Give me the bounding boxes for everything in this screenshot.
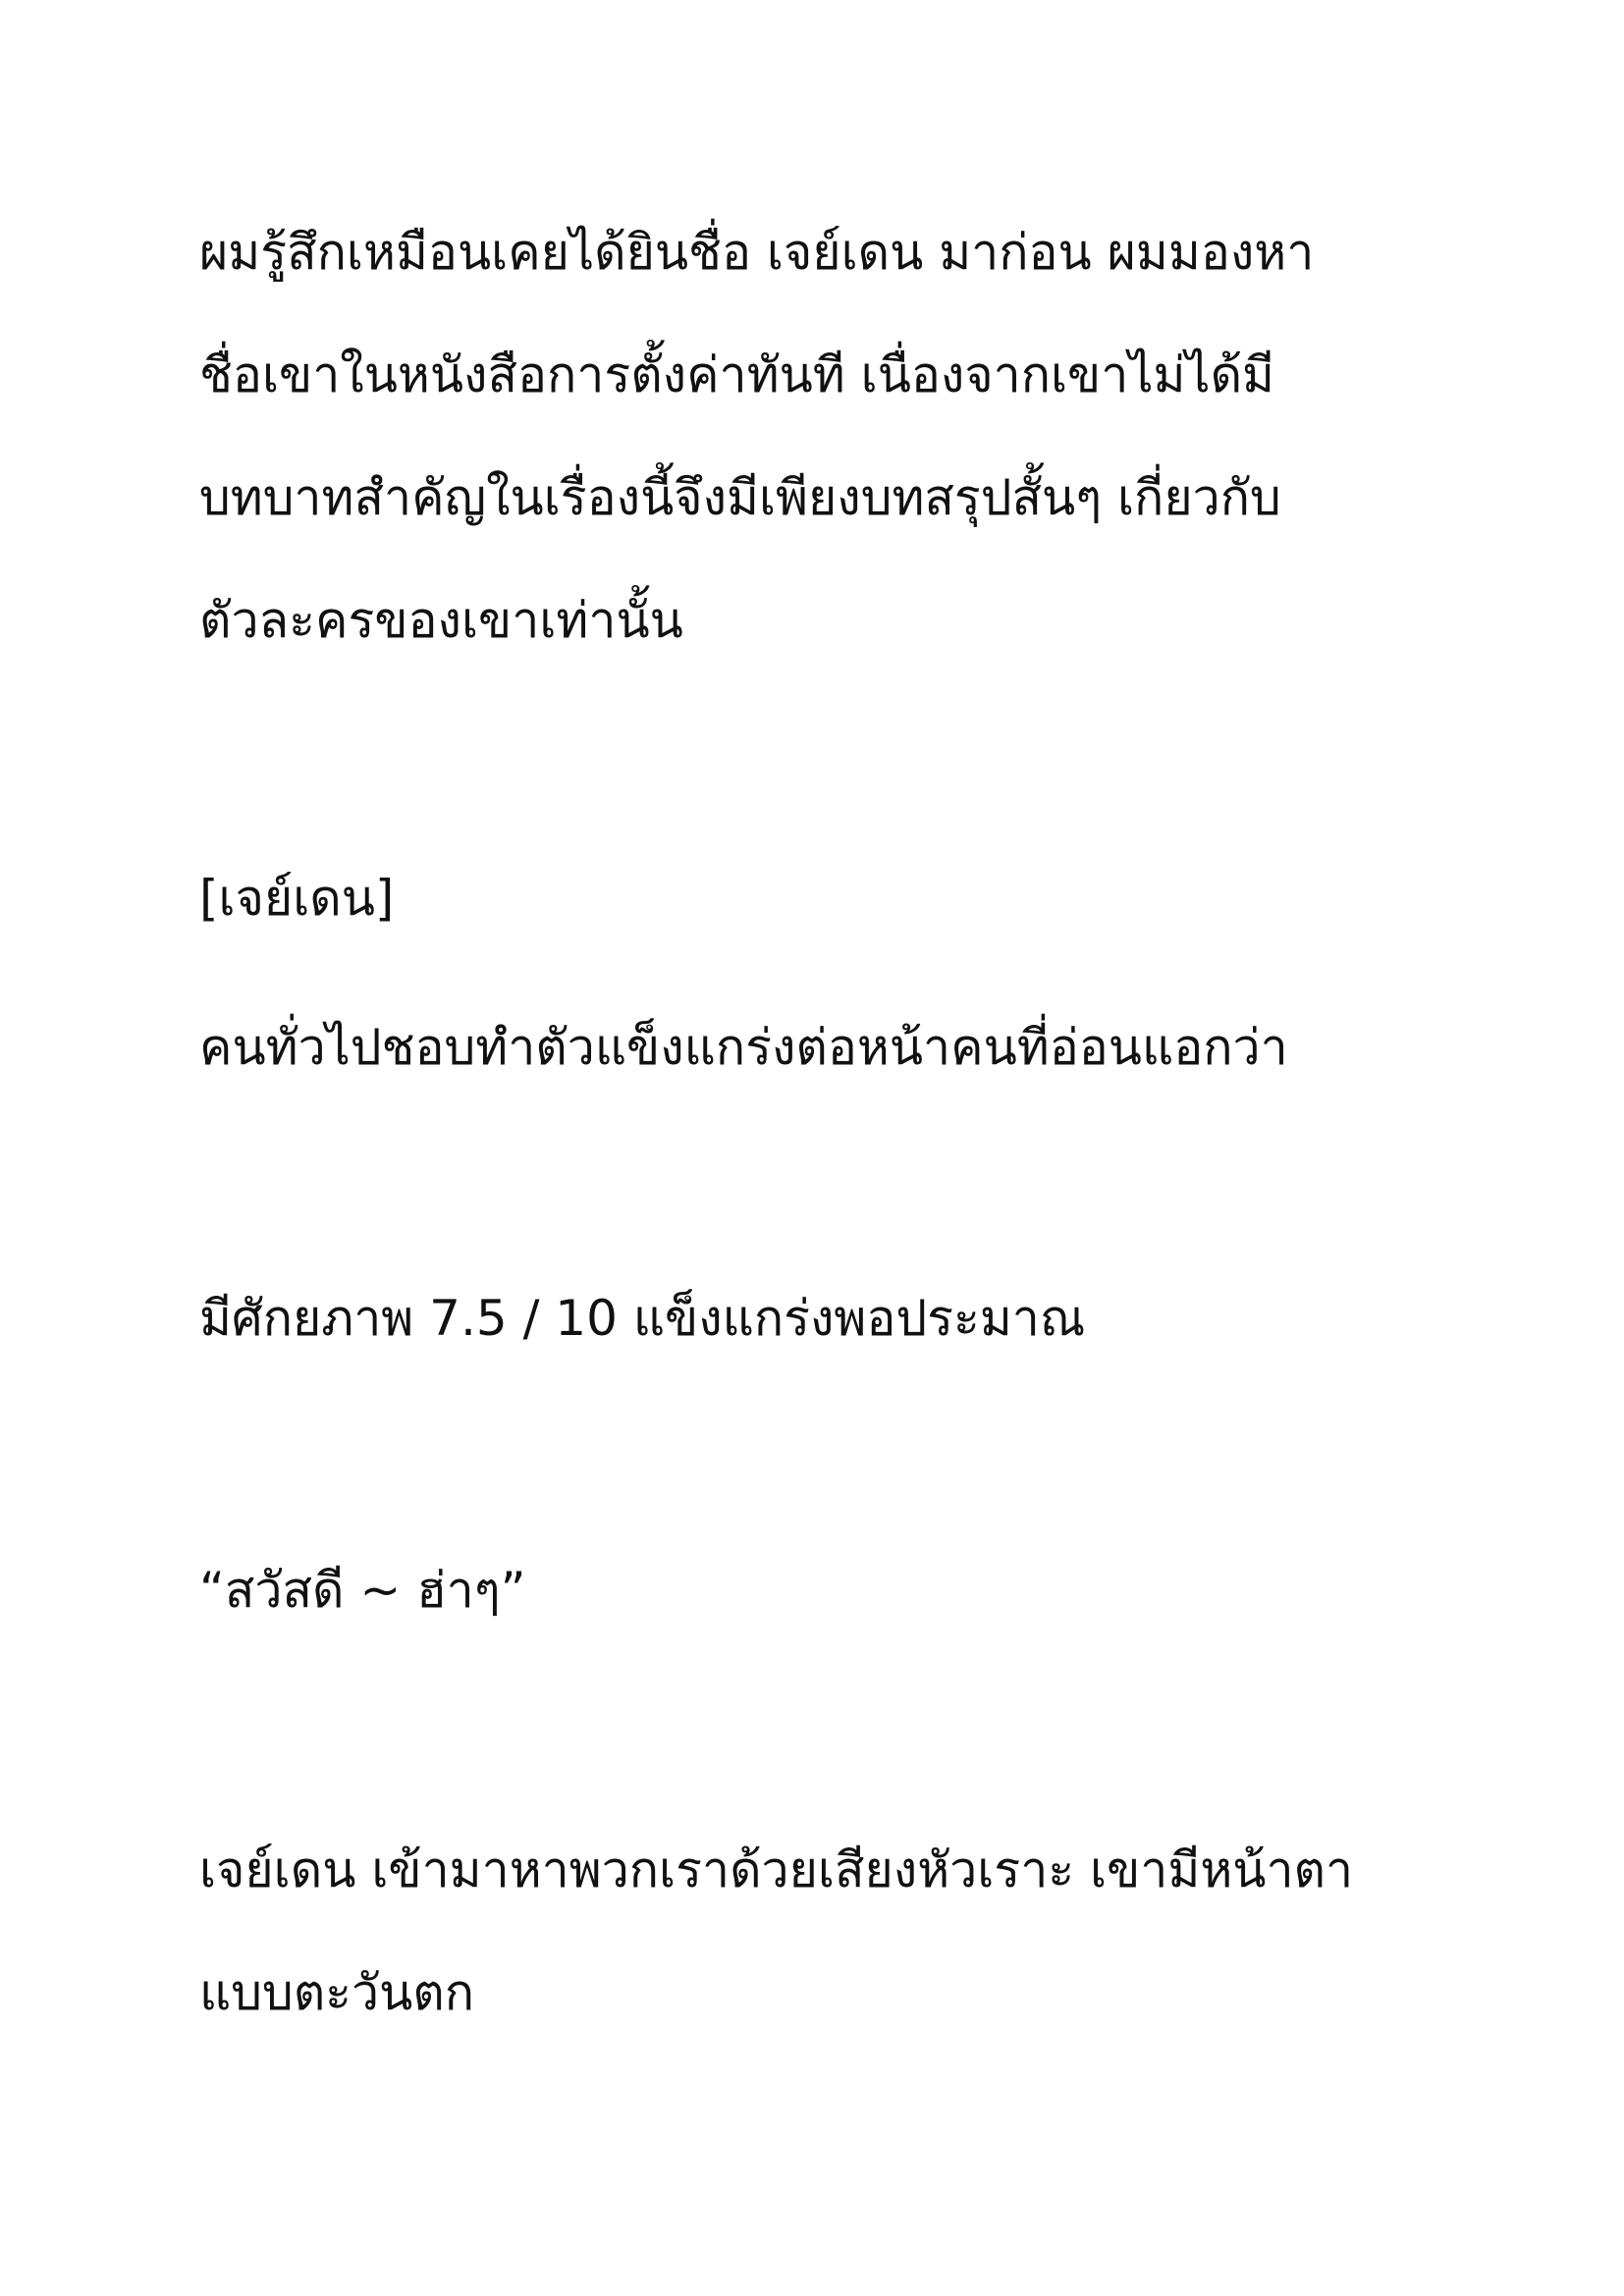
paragraph-1-line-2: ชื่อเขาในหนังสือการตั้งค่าทันที เนื่องจากเขาไม่ได้มี <box>199 347 1274 403</box>
paragraph-1-line-4: ตัวละครของเขาเท่านั้น <box>199 592 683 649</box>
paragraph-2-line-1: เจย์เดน เข้ามาหาพวกเราด้วยเสียงหัวเราะ เขามีหน้าตา <box>199 1842 1354 1898</box>
paragraph-1-line-1: ผมรู้สึกเหมือนเคยได้ยินชื่อ เจย์เดน มาก่อน ผมมองหา <box>199 224 1315 281</box>
dialogue-line: “สวัสดี ~ ฮ่าๆ” <box>199 1562 526 1619</box>
paragraph-1-line-3: บทบาทสำคัญในเรื่องนี้จึงมีเพียงบทสรุปสั้นๆ เกี่ยวกับ <box>199 469 1281 526</box>
character-heading: [เจย์เดน] <box>199 870 395 927</box>
paragraph-2-line-2: แบบตะวันตก <box>199 1964 475 2021</box>
character-description: คนทั่วไปชอบทำตัวแข็งแกร่งต่อหน้าคนที่อ่อนแอกว่า <box>199 1019 1288 1076</box>
character-potential: มีศักยภาพ 7.5 / 10 แข็งแกร่งพอประมาณ <box>199 1290 1086 1347</box>
